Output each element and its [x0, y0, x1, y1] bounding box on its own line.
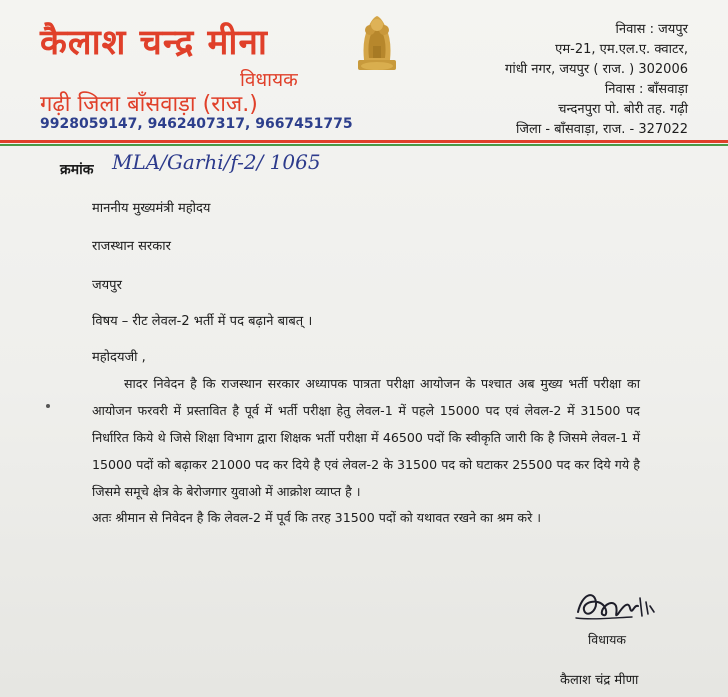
signatory-name: कैलाश चंद्र मीणा	[560, 673, 639, 688]
mla-name-heading: कैलाश चन्द्र मीना	[40, 23, 268, 63]
recipient-line: राजस्थान सरकार	[92, 239, 171, 254]
phone-numbers: 9928059147, 9462407317, 9667451775	[40, 116, 353, 132]
designation-label: विधायक	[240, 69, 298, 91]
state-emblem-icon	[354, 10, 400, 76]
address-line: एम-21, एम.एल.ए. क्वाटर,	[555, 42, 688, 57]
subject-line: विषय – रीट लेवल-2 भर्ती में पद बढ़ाने बाबत् ।	[92, 314, 313, 329]
address-line: गांधी नगर, जयपुर ( राज. ) 302006	[505, 62, 688, 77]
letterhead-divider-red	[0, 140, 728, 143]
constituency-label: गढ़ी जिला बाँसवाड़ा (राज.)	[40, 92, 258, 117]
signatory-designation: विधायक	[588, 632, 626, 647]
reference-number-handwritten: MLA/Garhi/f-2/ 1065	[112, 150, 321, 174]
request-paragraph: अतः श्रीमान से निवेदन है कि लेवल-2 में पूर्व कि तरह 31500 पदों को यथावत रखने का श्रम करे ।	[92, 510, 542, 525]
handwritten-signature	[572, 584, 660, 630]
address-line: चन्दनपुरा पो. बोरी तह. गढ़ी	[558, 102, 688, 117]
address-block	[505, 20, 688, 140]
margin-mark	[46, 404, 50, 408]
recipient-line: जयपुर	[92, 278, 122, 293]
body-paragraph: सादर निवेदन है कि राजस्थान सरकार अध्यापक पात्रता परीक्षा आयोजन के पश्चात अब मुख्य भर्ती परीक्षा का आयोजन फरवरी में प्रस्तावित है पूर्व में भर्ती परीक्षा हेतु लेवल-1 में पहले 15000 पद एवं लेवल-2 में 31500 पद निर्धारित किये थे जिसे शिक्षा विभाग द्वारा शिक्षक भर्ती परीक्षा में 46500 पदों कि स्वीकृति जारी कि है जिसमे लेवल-1 में 15000 पदों को बढ़ाकर 21000 पद कर दिये है एवं लेवल-2 के 31500 पद को घटाकर 25500 पद कर दिये गये है जिसमे समूचे क्षेत्र के बेरोजगार युवाओ में आक्रोश व्याप्त है ।	[92, 376, 640, 499]
reference-label: क्रमांक	[60, 162, 94, 178]
address-line: निवास : बाँसवाड़ा	[604, 82, 688, 97]
letterhead-divider-green	[0, 144, 728, 146]
address-line: जिला - बाँसवाड़ा, राज. - 327022	[516, 122, 688, 137]
address-line: निवास : जयपुर	[615, 22, 688, 37]
recipient-line: माननीय मुख्यमंत्री महोदय	[92, 201, 211, 216]
salutation: महोदयजी ,	[92, 350, 146, 365]
